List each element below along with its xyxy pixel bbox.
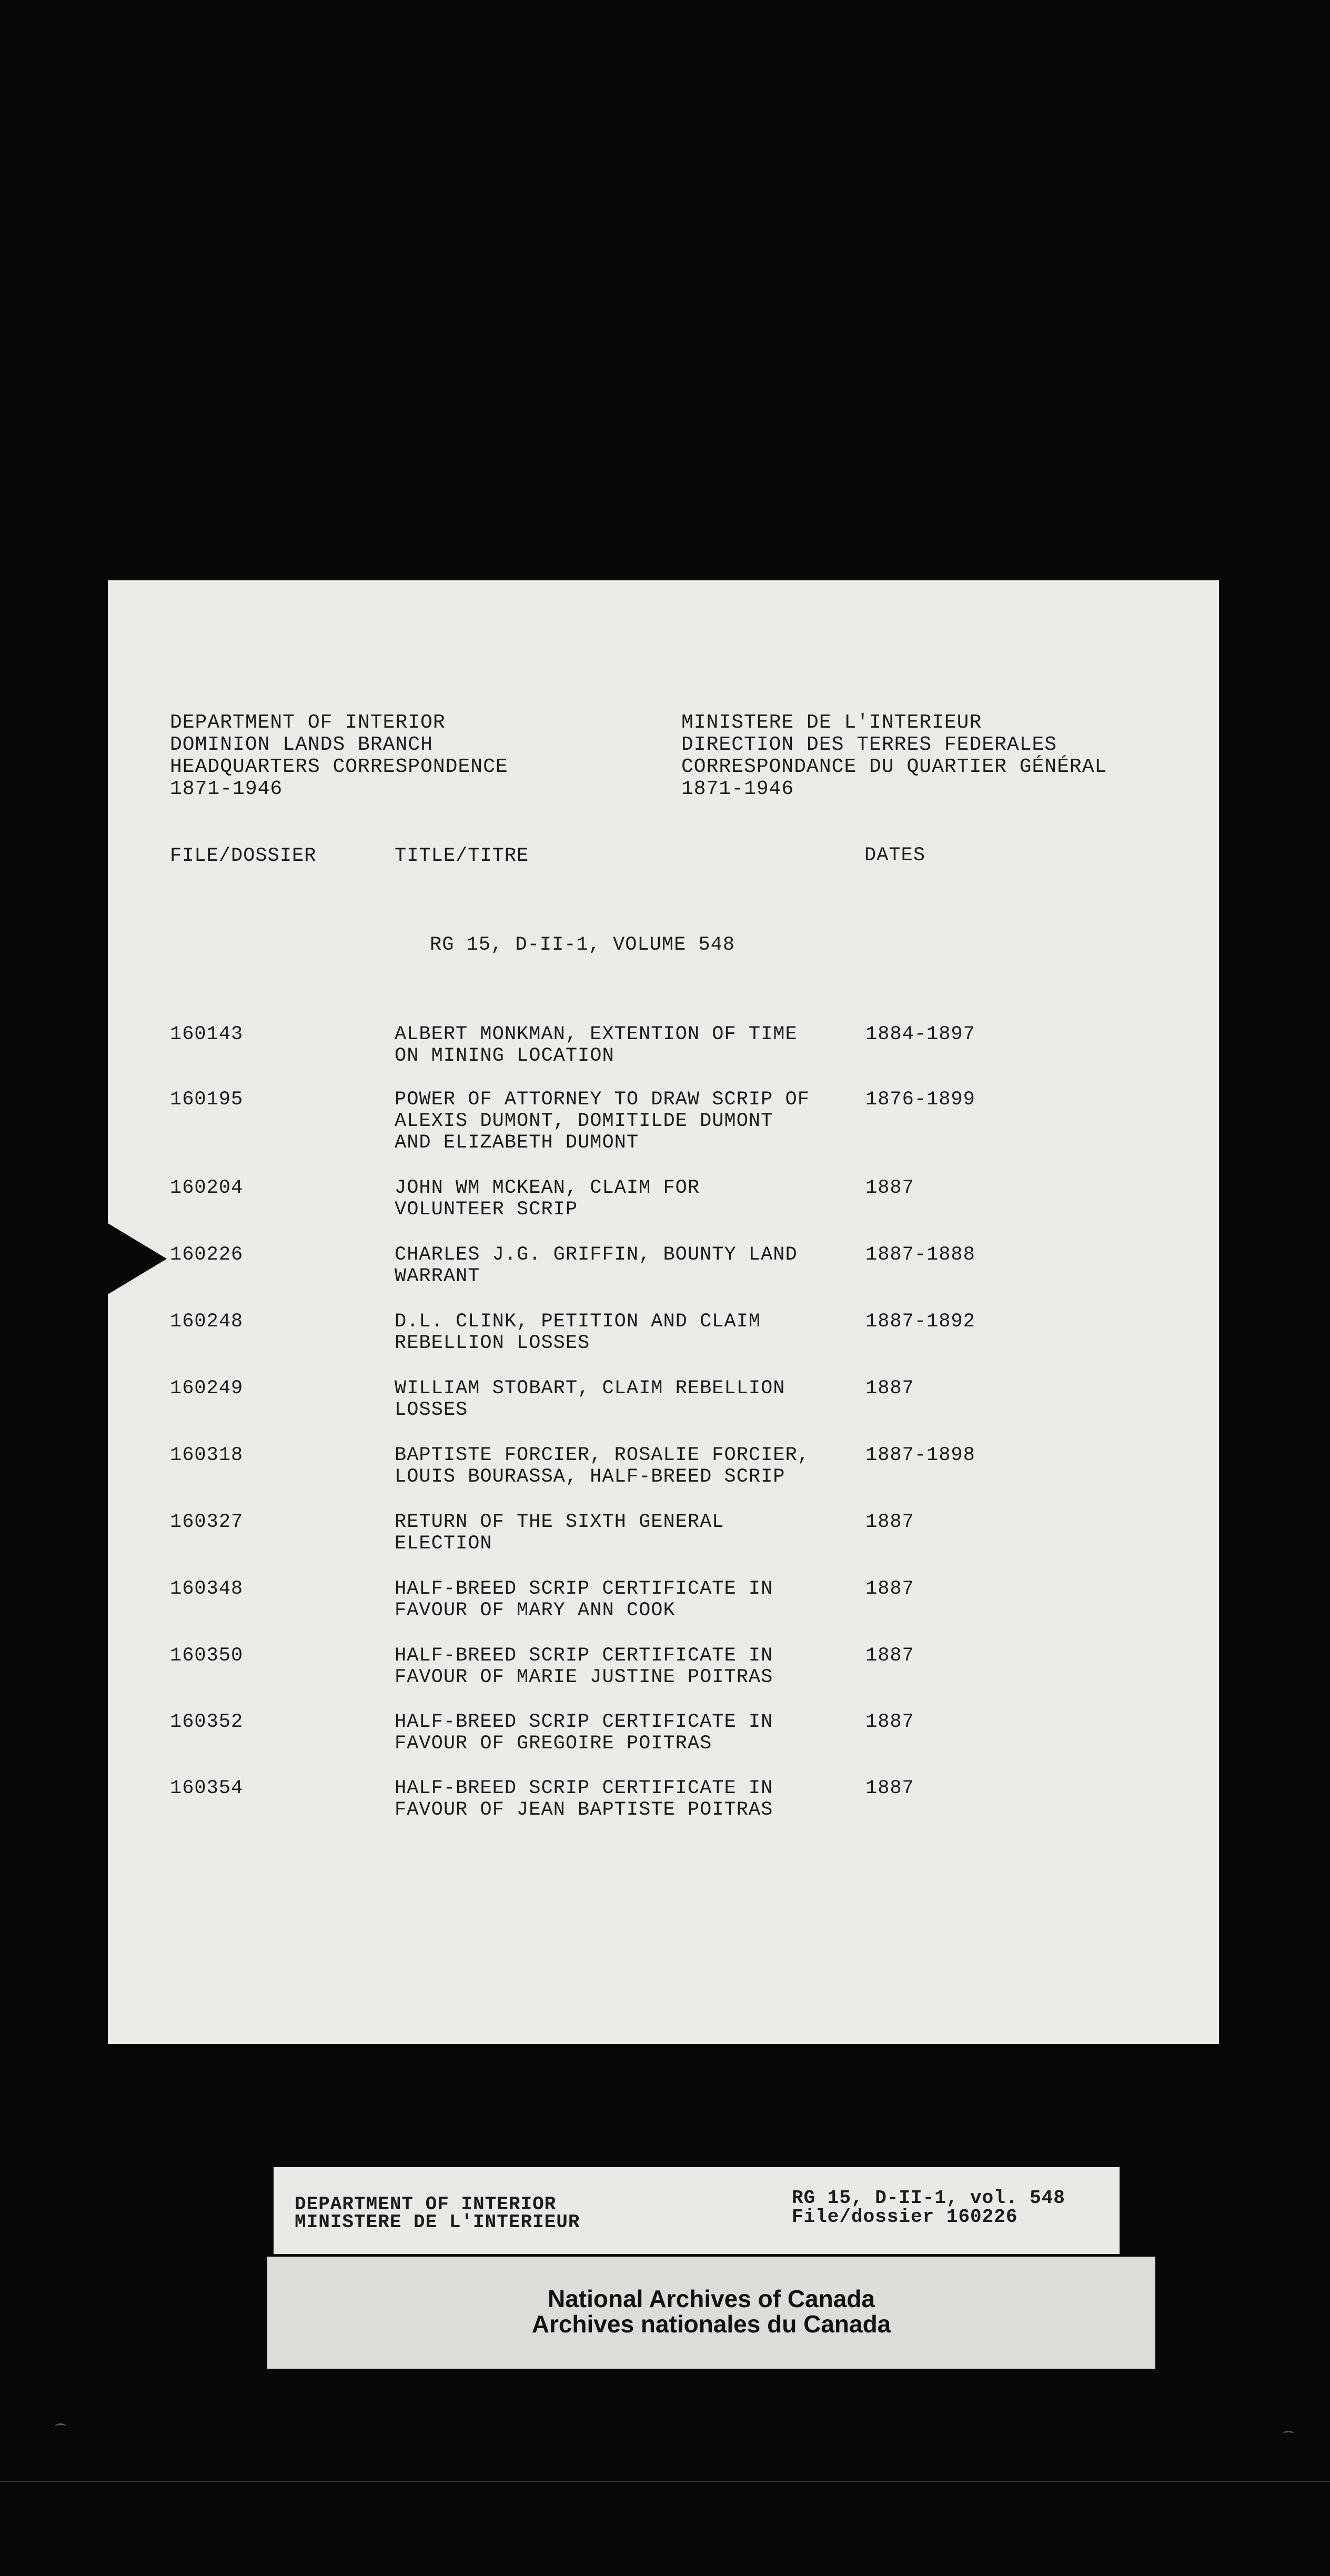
file-number: 160204 [170, 1177, 244, 1199]
microfilm-label-strip [274, 2167, 1120, 2254]
table-row [108, 1778, 1219, 1841]
file-title: WILLIAM STOBART, CLAIM REBELLION LOSSES [395, 1377, 785, 1421]
file-title: BAPTISTE FORCIER, ROSALIE FORCIER, LOUIS BOURASSA, HALF-BREED SCRIP [395, 1444, 810, 1488]
table-row [108, 1089, 1219, 1152]
archives-banner [267, 2257, 1155, 2369]
file-title: POWER OF ATTORNEY TO DRAW SCRIP OF ALEXIS DUMONT, DOMITILDE DUMONT AND ELIZABETH DUMONT [395, 1089, 810, 1154]
file-number: 160195 [170, 1089, 244, 1111]
file-title: CHARLES J.G. GRIFFIN, BOUNTY LAND WARRANT [395, 1244, 798, 1287]
column-header-dates: DATES [864, 844, 926, 867]
archives-name-french: Archives nationales du Canada [531, 2310, 891, 2338]
file-title: ALBERT MONKMAN, EXTENTION OF TIME ON MINING LOCATION [395, 1023, 798, 1067]
table-row [108, 1445, 1219, 1508]
file-dates: 1887-1888 [865, 1244, 975, 1266]
header-left-line-4: 1871-1946 [170, 778, 283, 800]
file-number: 160350 [170, 1645, 244, 1667]
table-row [108, 1512, 1219, 1575]
table-row [108, 1244, 1219, 1307]
column-header-title: TITLE/TITRE [395, 845, 529, 867]
table-row [108, 1645, 1219, 1708]
table-row [108, 1712, 1219, 1775]
strip-left-line-2: MINISTERE DE L'INTERIEUR [295, 2211, 580, 2233]
header-left-line-2: DOMINION LANDS BRANCH [170, 733, 433, 756]
table-row [108, 1311, 1219, 1374]
film-speck [55, 2423, 66, 2430]
file-title: D.L. CLINK, PETITION AND CLAIM REBELLION LOSSES [395, 1311, 761, 1354]
file-title: HALF-BREED SCRIP CERTIFICATE IN FAVOUR OF MARIE JUSTINE POITRAS [395, 1645, 773, 1688]
file-dates: 1887 [865, 1377, 914, 1400]
file-dates: 1887 [865, 1578, 914, 1600]
strip-left-line-1: DEPARTMENT OF INTERIOR [295, 2193, 557, 2215]
file-dates: 1887 [865, 1711, 914, 1733]
file-number: 160354 [170, 1777, 244, 1799]
header-left-line-3: HEADQUARTERS CORRESPONDENCE [170, 756, 508, 778]
file-dates: 1887 [865, 1177, 914, 1199]
volume-heading: RG 15, D-II-1, VOLUME 548 [430, 934, 735, 956]
file-dates: 1887-1898 [865, 1444, 975, 1466]
file-title: HALF-BREED SCRIP CERTIFICATE IN FAVOUR OF MARY ANN COOK [395, 1578, 773, 1622]
table-row [108, 1578, 1219, 1642]
table-row [108, 1024, 1219, 1087]
file-number: 160143 [170, 1023, 244, 1045]
file-number: 160249 [170, 1377, 244, 1400]
table-row [108, 1378, 1219, 1441]
archives-name-english: National Archives of Canada [547, 2285, 875, 2312]
file-dates: 1887 [865, 1777, 914, 1799]
film-edge-line [0, 2481, 1330, 2482]
header-right-line-2: DIRECTION DES TERRES FEDERALES [681, 733, 1057, 756]
file-number: 160352 [170, 1711, 244, 1733]
file-title: HALF-BREED SCRIP CERTIFICATE IN FAVOUR OF JEAN BAPTISTE POITRAS [395, 1777, 773, 1821]
column-header-file: FILE/DOSSIER [170, 845, 317, 867]
strip-right-line-1: RG 15, D-II-1, vol. 548 [792, 2187, 1065, 2209]
file-number: 160248 [170, 1311, 244, 1333]
file-dates: 1884-1897 [865, 1023, 975, 1045]
file-title: HALF-BREED SCRIP CERTIFICATE IN FAVOUR OF GREGOIRE POITRAS [395, 1711, 773, 1755]
header-right-line-3: CORRESPONDANCE DU QUARTIER GÉNÉRAL [681, 756, 1107, 778]
header-right-line-1: MINISTERE DE L'INTERIEUR [681, 711, 982, 734]
file-title: RETURN OF THE SIXTH GENERAL ELECTION [395, 1511, 724, 1555]
header-left-line-1: DEPARTMENT OF INTERIOR [170, 711, 446, 734]
file-title: JOHN WM MCKEAN, CLAIM FOR VOLUNTEER SCRIP [395, 1177, 700, 1221]
file-number: 160327 [170, 1511, 244, 1533]
header-right-line-4: 1871-1946 [681, 778, 794, 800]
document-page [108, 580, 1219, 2044]
file-dates: 1876-1899 [865, 1089, 975, 1111]
file-dates: 1887 [865, 1645, 914, 1667]
file-number: 160348 [170, 1578, 244, 1600]
strip-right-line-2: File/dossier 160226 [792, 2206, 1018, 2228]
file-dates: 1887 [865, 1511, 914, 1533]
film-speck [1283, 2431, 1294, 2438]
file-dates: 1887-1892 [865, 1311, 975, 1333]
file-number: 160318 [170, 1444, 244, 1466]
file-number: 160226 [170, 1244, 244, 1266]
table-row [108, 1178, 1219, 1241]
